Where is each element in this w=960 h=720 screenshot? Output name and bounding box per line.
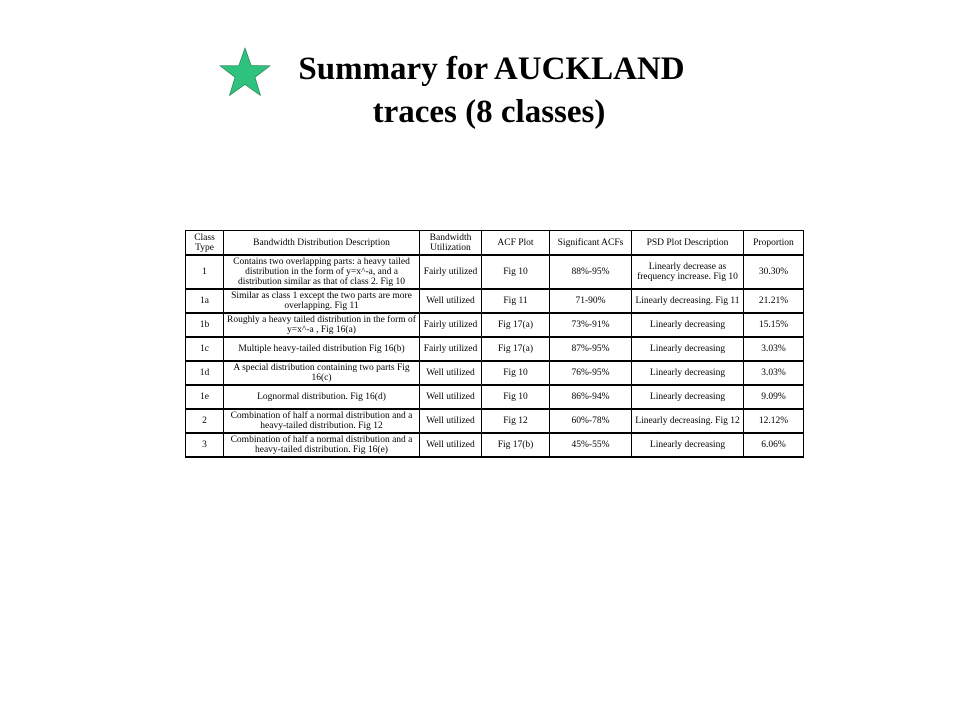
header-description: Bandwidth Distribution Description — [224, 231, 420, 256]
cell-significant-acfs: 88%-95% — [550, 255, 632, 289]
cell-description: Lognormal distribution. Fig 16(d) — [224, 385, 420, 409]
cell-proportion: 6.06% — [744, 433, 804, 457]
slide-title — [0, 48, 960, 134]
header-acf-plot: ACF Plot — [482, 231, 550, 256]
cell-class-type: 3 — [186, 433, 224, 457]
cell-significant-acfs: 45%-55% — [550, 433, 632, 457]
table-row — [186, 409, 804, 433]
table-row — [186, 255, 804, 289]
cell-significant-acfs: 71-90% — [550, 289, 632, 313]
cell-psd: Linearly decreasing — [632, 433, 744, 457]
cell-significant-acfs: 76%-95% — [550, 361, 632, 385]
cell-significant-acfs: 73%-91% — [550, 313, 632, 337]
cell-utilization: Well utilized — [420, 361, 482, 385]
cell-class-type: 1b — [186, 313, 224, 337]
table-row — [186, 337, 804, 361]
cell-acf-plot: Fig 17(a) — [482, 313, 550, 337]
cell-proportion: 12.12% — [744, 409, 804, 433]
header-utilization: Bandwidth Utilization — [420, 231, 482, 256]
cell-psd: Linearly decreasing. Fig 11 — [632, 289, 744, 313]
cell-description: Roughly a heavy tailed distribution in the form of y=x^-a , Fig 16(a) — [224, 313, 420, 337]
cell-acf-plot: Fig 10 — [482, 255, 550, 289]
cell-class-type: 1a — [186, 289, 224, 313]
cell-utilization: Fairly utilized — [420, 255, 482, 289]
cell-proportion: 30.30% — [744, 255, 804, 289]
cell-acf-plot: Fig 12 — [482, 409, 550, 433]
cell-proportion: 3.03% — [744, 361, 804, 385]
cell-psd: Linearly decreasing — [632, 385, 744, 409]
table-row — [186, 289, 804, 313]
table-row — [186, 313, 804, 337]
cell-significant-acfs: 60%-78% — [550, 409, 632, 433]
table-row — [186, 361, 804, 385]
cell-psd: Linearly decrease as frequency increase. Fig 10 — [632, 255, 744, 289]
title-line-2: traces (8 classes) — [372, 94, 606, 130]
header-significant-acfs: Significant ACFs — [550, 231, 632, 256]
cell-proportion: 3.03% — [744, 337, 804, 361]
cell-description: Combination of half a normal distribution and a heavy-tailed distribution. Fig 12 — [224, 409, 420, 433]
cell-class-type: 1 — [186, 255, 224, 289]
cell-utilization: Fairly utilized — [420, 337, 482, 361]
cell-acf-plot: Fig 10 — [482, 385, 550, 409]
table-row — [186, 385, 804, 409]
cell-class-type: 1c — [186, 337, 224, 361]
summary-table — [185, 230, 804, 458]
cell-description: Contains two overlapping parts: a heavy tailed distribution in the form of y=x^-a, and a distribution similar as that of class 2. Fig 10 — [224, 255, 420, 289]
cell-acf-plot: Fig 10 — [482, 361, 550, 385]
header-proportion: Proportion — [744, 231, 804, 256]
cell-class-type: 2 — [186, 409, 224, 433]
header-psd: PSD Plot Description — [632, 231, 744, 256]
cell-class-type: 1d — [186, 361, 224, 385]
table-header-row — [186, 231, 804, 256]
cell-psd: Linearly decreasing. Fig 12 — [632, 409, 744, 433]
cell-utilization: Well utilized — [420, 433, 482, 457]
cell-description: Similar as class 1 except the two parts are more overlapping. Fig 11 — [224, 289, 420, 313]
cell-psd: Linearly decreasing — [632, 313, 744, 337]
cell-proportion: 9.09% — [744, 385, 804, 409]
cell-description: Combination of half a normal distribution and a heavy-tailed distribution. Fig 16(e) — [224, 433, 420, 457]
cell-utilization: Fairly utilized — [420, 313, 482, 337]
header-class-type: Class Type — [186, 231, 224, 256]
cell-acf-plot: Fig 17(b) — [482, 433, 550, 457]
cell-class-type: 1e — [186, 385, 224, 409]
cell-utilization: Well utilized — [420, 385, 482, 409]
cell-significant-acfs: 86%-94% — [550, 385, 632, 409]
title-line-1: Summary for AUCKLAND — [298, 51, 685, 87]
cell-proportion: 21.21% — [744, 289, 804, 313]
cell-proportion: 15.15% — [744, 313, 804, 337]
table-row — [186, 433, 804, 457]
cell-psd: Linearly decreasing — [632, 337, 744, 361]
cell-acf-plot: Fig 11 — [482, 289, 550, 313]
cell-utilization: Well utilized — [420, 289, 482, 313]
cell-psd: Linearly decreasing — [632, 361, 744, 385]
cell-description: Multiple heavy-tailed distribution Fig 16(b) — [224, 337, 420, 361]
cell-acf-plot: Fig 17(a) — [482, 337, 550, 361]
cell-description: A special distribution containing two parts Fig 16(c) — [224, 361, 420, 385]
cell-significant-acfs: 87%-95% — [550, 337, 632, 361]
cell-utilization: Well utilized — [420, 409, 482, 433]
